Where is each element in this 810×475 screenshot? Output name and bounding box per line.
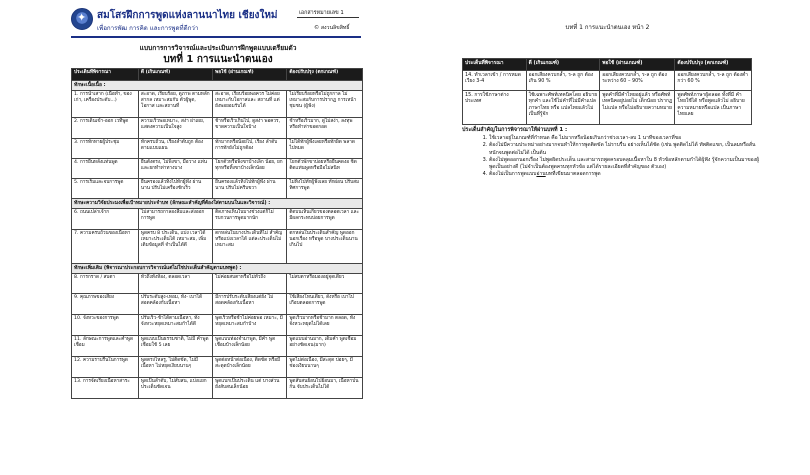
table-cell: ยืนครองแล้วทิ้งไปทักผู้ฟัง ผ่านนาน ปรับไม่ครีบขวา: [213, 179, 287, 199]
table-row: [72, 139, 363, 159]
table-cell: ตกหล่นในบางประเด็นที่ไม่ สำคัญ หรือแบ่งเวลาได้ แต่ละประเด็นไม่เหมาะสม: [213, 230, 287, 264]
column-header: ประเด็นที่พิจารณา: [72, 69, 139, 81]
table-cell: พูดแบบท่องจำมาพูด, มีคำ พูดเชื่อมบ้างเล็กน้อย: [213, 336, 287, 357]
table-cell: ออกเสียงควบกล้ำ, ร-ล ถูก ต้องต่ำกว่า 60 %: [675, 71, 752, 91]
section-title: ทักษะเพิ่มเติม (พิจารณาประกอบการวิจารณ์แต่ไม่ใช่ประเด็นสำคัญตามบทพูด) :: [72, 264, 363, 274]
evaluation-table: [71, 68, 363, 399]
table-row: [72, 294, 363, 315]
table-cell: ช้าหรือเร็วมาก, ดูไม่สง่า, ลงทุพหรือทำท่าขอดกอด: [287, 118, 363, 139]
document-number-underline: [297, 17, 359, 18]
table-cell: ทั่วถึงทั้งห้อง, ตลอดเวลา: [138, 274, 212, 294]
evaluation-form-title: แบบการการวิจารณ์และประเมินการฝึกพูดแบบเตรียมตัว: [139, 44, 297, 52]
table-row: [72, 159, 363, 179]
association-title: สมโสรฝึกการพูดแห่งลานนาไทย เชียงใหม่: [97, 10, 278, 21]
table-cell: ปรับระดับสูง-เทอม, ทั้ง- เบาได้สอดคล้องกับเนื้อหา: [138, 294, 212, 315]
table-cell: พูดศัพท์ภาษาผู้ดลอด ทั้งที่มี คำไทยใช้ได้ หรือพูดแล้วไม่ อธิบายความหมายหรือแปล เป็นภาษาไทยเลย: [675, 91, 752, 125]
table-row: [463, 91, 752, 125]
table-row: [72, 336, 363, 357]
list-item: 3. ต้องไม่พูดออกนอกเรื่อง ไม่พูดผิดประเด็น และสามารถพูดครอบคลุมเนื้อหาใน 8 หัวข้อหลักตามกำได้ผู้ฟัง รู้จักความเป็นมาของผู้พูดเป็นอย่างดี (ไม่จำเป็นต้องพูดครบทุกหัวข้อ แต่ได้รายละเอียดที่สำคัญของ ตัวเอง): [489, 157, 761, 172]
table-cell: 1. การนำเสาก (เนื้อทำ, ของเก่า, เครื่องประดับ...): [72, 91, 139, 118]
copyright-notice: © สงวนลิขสิทธิ์: [314, 25, 350, 31]
table-cell: พูดไม่ต่อเนื่อง, มีสะดุด บ่อยๆ, มีช่องเงียบนานๆ: [287, 357, 363, 378]
header-divider: [71, 36, 361, 38]
table-cell: ใช้เฉพาะศัพท์เทคนิคโดย อธิบายทุกคำ และใช้ไม่คำที่ไม่มีคำแปลภาษาไทย หรือ แปลไทยแล้วไม่เป็นที่รู้จัก: [526, 91, 600, 125]
evaluation-table-continued: [462, 58, 752, 125]
criteria-title: ประเด็นสำคัญในการพิจารณาให้ผ่านบทที่ 1 :: [462, 127, 568, 133]
section-header-row: [72, 264, 363, 274]
table-cell: สะอาด, เรียบร้อย, ดูภาพ ตามหลักสากล เหมาะสมกับ ตัวผู้พูด, โอกาส และสถานที่: [138, 91, 212, 118]
lesson-title: บทที่ 1 การแนะนำตนเอง: [163, 54, 273, 65]
table-cell: 14. ทำเวลาเข้า / การหมดเวียง 3-4: [463, 71, 527, 91]
criteria-list: [479, 135, 761, 179]
table-cell: โยกตัวหรือพิงขาบ้างเล็ก น้อย, ยกทุกหรือทิ้งขาบ้างเล็กน้อย: [213, 159, 287, 179]
table-row: [72, 230, 363, 264]
table-row: [72, 274, 363, 294]
table-cell: 8. การกราด / สบตา: [72, 274, 139, 294]
table-cell: 7. ความครบถ้วนของเนื้อหา: [72, 230, 139, 264]
association-subtitle: เพื่อการพัฒ การคิด และการพูดที่ดีกว่า: [97, 25, 199, 32]
table-cell: พูดแบบเป็นธรรมชาติ, ไม่มี คำพูดเชื่อมใช้ 5 เลย: [138, 336, 212, 357]
table-cell: ไม่ได้ทักผู้ฟังเลยหรือทักผิด พลาดไปหมด: [287, 139, 363, 159]
table-cell: พูดต่อหน้าต่อเนื่อง, ติดขัด หรือมีสะดุดบ้างเล็กน้อย: [213, 357, 287, 378]
table-cell: สะอาด, เรียบร้อยพอควร ไม่ค่อยเหมาะกับโอกาสและ สถานที่ แต่ยังพอยอมรับได้: [213, 91, 287, 118]
association-logo-icon: ✦: [71, 8, 93, 30]
table-cell: ทักครบถ้วน, เรียงลำดับถูก ต้องตามแบบแผน: [138, 139, 212, 159]
section-title: ทักษะเนื้อเนื้อ :: [72, 81, 363, 91]
table-cell: พูดเร็วหรือช้าไม่ค่อยพอ เหมาะ, มีหยุดเหมาะสมกำบ้าง: [213, 315, 287, 336]
table-cell: 4. การยืนหลังแท่นพูด: [72, 159, 139, 179]
table-cell: ความเร็วพอเหมาะ, สง่า ผ่าเผย, แสดงความเป็นใจสูง: [138, 118, 212, 139]
table-cell: พูดแบบอ่านมาก, เต็มคำ พูดเชื่อมอย่างชัดเจน(มาก): [287, 336, 363, 357]
table-cell: ติดบนเห็นเกี่ยวของตลอดเวลา และมีผลกระทบบ่อยการพูด: [287, 209, 363, 230]
table-cell: 15. การใช้ภาษาต่างประเทศ: [463, 91, 527, 125]
table-row: [72, 179, 363, 199]
page-header: บทที่ 1 การแนะนำตนเอง หน้า 2: [565, 24, 650, 31]
section-header-row: [72, 199, 363, 209]
table-cell: ใช้เสียงโทนเดียว, ดังหรือ เบาไป เกือบตลอดการพูด: [287, 294, 363, 315]
column-header: พอใช้ (ผ่านเกณฑ์): [213, 69, 287, 81]
table-row: [72, 118, 363, 139]
table-row: [72, 315, 363, 336]
table-row: [72, 357, 363, 378]
column-header: ดี (เกินเกณฑ์): [526, 59, 600, 71]
table-cell: ไม่สบตาหรือมองอยู่จุดเดียว: [287, 274, 363, 294]
column-header: พอใช้ (ผ่านเกณฑ์): [600, 59, 675, 71]
table-cell: ติดภาพเห็นในบางช่วงแต่ก็ไม่ รบกวนการพูดมากนัก: [213, 209, 287, 230]
table-cell: พูดเร็วมากหรือช้ามาก ตลอด, ทั้งจังหวะหยุดไม่ได้เลย: [287, 315, 363, 336]
table-row: [72, 209, 363, 230]
table-cell: 5. การเริ่มและจบการพูด: [72, 179, 139, 199]
column-header: ดี (เกินเกณฑ์): [138, 69, 212, 81]
table-cell: 3. การทักทายผู้ประชุม: [72, 139, 139, 159]
table-cell: ตกหล่นในประเด็นสำคัญ พูดออกนอกเรื่อง หรือพูด บางประเด็นนานเกินไป: [287, 230, 363, 264]
section-header-row: [72, 81, 363, 91]
table-row: [72, 378, 363, 399]
emphasis-word: อ่าน: [536, 171, 546, 178]
table-cell: ปรับเร็ว-ช้าได้ตามเนื้อหา, ทั้งจังหวะหยุดเหมาะสมกำได้ดี: [138, 315, 212, 336]
table-cell: ยืนตั้งตรง, ไม่พิงขา, มือวาง แท่น และยกทำท่าทางบาง: [138, 159, 212, 179]
table-cell: 12. ความราบรื่นในการพูด: [72, 357, 139, 378]
column-header: ต้องปรับปรุง (ตกเกณฑ์): [675, 59, 752, 71]
right-page: [405, 0, 810, 475]
table-cell: 10. จังหวะของการพูด: [72, 315, 139, 336]
list-item: 4. ต้องไม่เป็นการพูดแบบอ่านบทที่เขียนมาตลอดการพูด: [489, 171, 761, 178]
table-cell: ไม่ค่อยสบตาหรือไม่ทั่วถึง: [213, 274, 287, 294]
table-row: [463, 71, 752, 91]
table-cell: ไม่เรียบร้อยหรือไม่ถูกกาล ไม่เหมาะสมกับการปรากฏ การเหน้าชุมชน (ผู้ฟัง): [287, 91, 363, 118]
column-header: ประเด็นที่พิจารณา: [463, 59, 527, 71]
table-row: [72, 91, 363, 118]
table-cell: พูดคำที่มีคำไทยอยู่แล้ว หรือศัพท์เทคนิคอยู่บ่อยไม่ เด็กน้อย ปรากฏไม่แปล หรือไม่อธิบายความหมาย: [600, 91, 675, 125]
table-cell: พูดเป็นลำดับ, ไม่สับสน, แบ่งแยกประเด็นชัดเจน: [138, 378, 212, 399]
table-cell: พูดครบ 8 ประเด็น, แบ่ง เวลาได้เหมาะประเด็นได้ เหมาะสม, เพิ่มเติมข้อมูลที่ จำเป็นได้ดี: [138, 230, 212, 264]
table-cell: พูดแบกเป็นประเด็น แต่ บางส่วนยังสับสนเล็กน้อย: [213, 378, 287, 399]
table-cell: ออกเสียงควบกล้ำ, ร-ล ถูก ต้องระหว่าง 60 – 90%: [600, 71, 675, 91]
table-cell: ช้าหรือเร็วเกินไป, ดูสง่า พอควร, ขาดความเป็นใจบ้าง: [213, 118, 287, 139]
table-cell: ทักมากหรือน้อยไป, เรียง ลำดับการทักยังไม่ถูกต้อง: [213, 139, 287, 159]
table-header-row: [72, 69, 363, 81]
table-cell: 13. การจัดเรียงเนื้อหาสาระ: [72, 378, 139, 399]
table-cell: ไม่สามารถกาลองลืมและส่งออกการพูด: [138, 209, 212, 230]
list-item: 1. ใช้เวลาอยู่ในเกณฑ์ที่กำหนด คือ ไม่มากหรือน้อยเกินกว่าช่วงเวลา-ลบ 1 นาทีของเวลาที่ขอ: [489, 135, 761, 142]
table-cell: มีการปรับระดับเสียงแต่ยัง ไม่สอดคล้องกับเนื้อหา: [213, 294, 287, 315]
table-cell: 9. คุณภาพของเสียง: [72, 294, 139, 315]
table-cell: โยกตัวพักขาบ่อยหรือยืนคดงอ ชิดติดแท่นพูดหรือมือไม่สนิท: [287, 159, 363, 179]
document-number: เอกสารหมายเลข 1: [299, 10, 344, 16]
list-item: 2. ต้องไม่มีความประหม่าอย่างมากจนทำให้การพูดติดขัด ไม่ราบรื่น อย่างเห็นได้ชัด (เช่น พูดติดไม่ได้ ทัพติดแขก, เป็นลมหรือสั่นหนักจนพูดต่อไม่ได้ เป็นต้น: [489, 142, 761, 157]
section-title: ทักษะความวิจัยประมงเพื่อเป้าหมายประจำบท (ลักษณะสำคัญที่ต้องใส่ตามบนในและวิจารณ์) :: [72, 199, 363, 209]
table-header-row: [463, 59, 752, 71]
table-cell: พูดตรงไหลรู, ไม่ติดขัด, ไม่มี เนื้อหา ไม่หยุดเงียบนานๆ: [138, 357, 212, 378]
table-cell: 6. ถนนเปล่าเจ้าก: [72, 209, 139, 230]
table-cell: 11. ลักษณะการพูดและคำพูดเชื่อม: [72, 336, 139, 357]
table-cell: ยืนครองแล้วทิ้งไปทักผู้ฟัง ผ่านนาน ปรับไม่เครื่องชักเร็ว: [138, 179, 212, 199]
table-cell: 2. การเดินเข้า-ออก เวทีพูด: [72, 118, 139, 139]
table-cell: พูดสับสนย้อนไปย้อนมา, เนื้อหาปนกัน จับประเด็นไม่ได้: [287, 378, 363, 399]
table-cell: ไม่ทิ้งไปทักผู้ฟังเลย ทักผ่อน ปรับสมทิศการพูด: [287, 179, 363, 199]
column-header: ต้องปรับปรุง (ตกเกณฑ์): [287, 69, 363, 81]
table-cell: ออกเสียงควบกล้ำ, ร-ล ถูก ต้องเกิน 90 %: [526, 71, 600, 91]
